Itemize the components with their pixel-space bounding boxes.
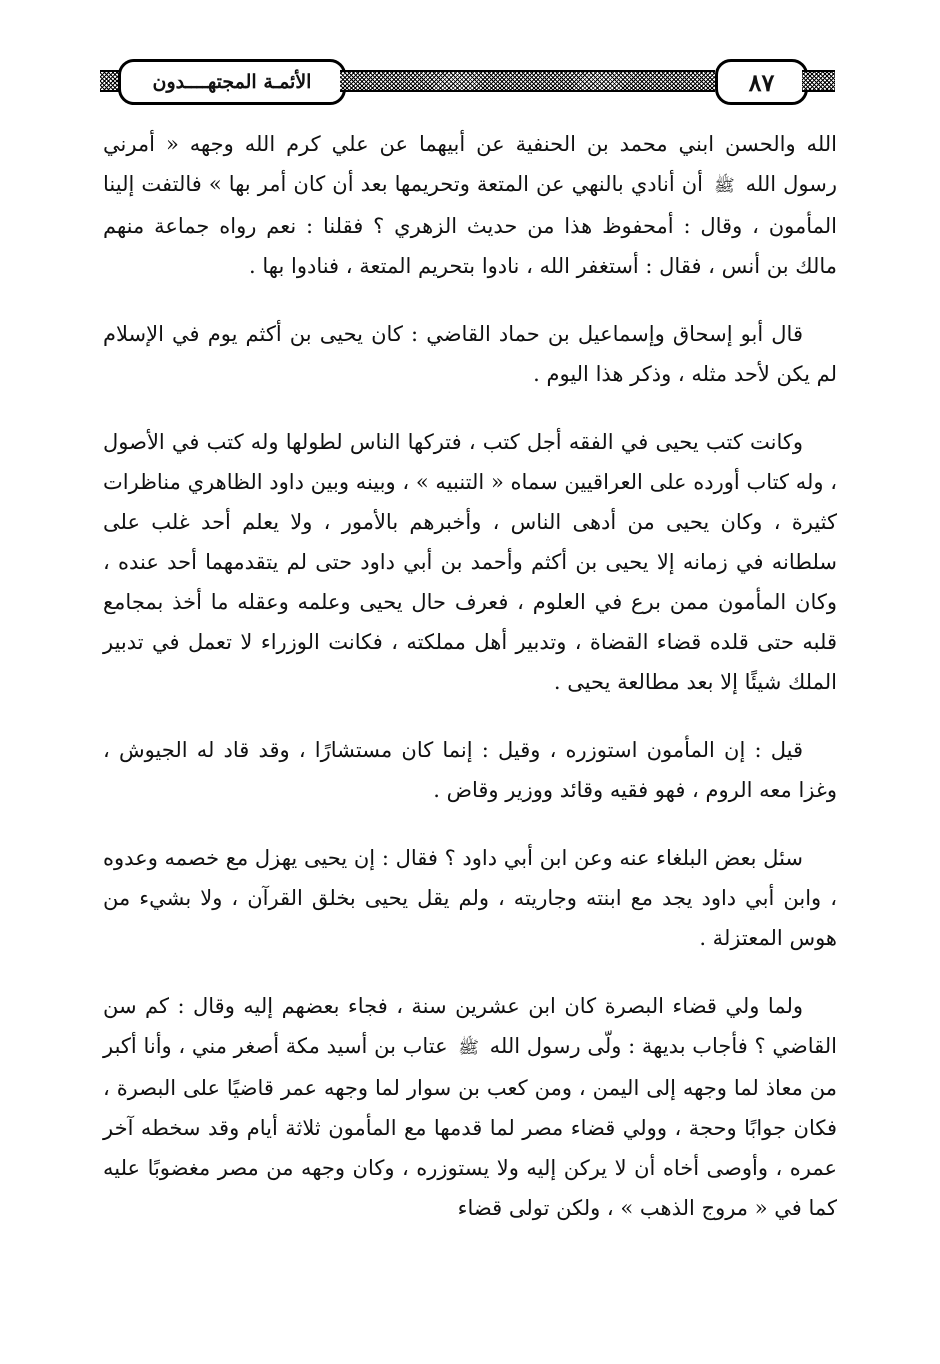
running-header [100,52,835,108]
paragraph: سئل بعض البلغاء عنه وعن ابن أبي داود ؟ فقال : إن يحيى يهزل مع خصمه وعدوه ، وابن أبي داود يجد مع ابنته وجاريته ، ولم يقل يحيى بخلق القرآن ، ولا بشيء من هوس المعتزلة . [103,846,837,950]
header-ornament-right [802,70,835,92]
paragraph: قال أبو إسحاق وإسماعيل بن حماد القاضي : كان يحيى بن أكثم يوم في الإسلام لم يكن لأحد مثله ، وذكر هذا اليوم . [103,322,837,386]
paragraph: قيل : إن المأمون استوزره ، وقيل : إنما كان مستشارًا ، وقد قاد له الجيوش ، وغزا معه الروم ، فهو فقيه وقائد ووزير وقاض . [103,738,837,802]
paragraph: وكانت كتب يحيى في الفقه أجل كتب ، فتركها الناس لطولها وله كتب في الأصول ، وله كتاب أورده على العراقيين سماه « التنبيه » ، وبينه وبين داود الظاهري مناظرات كثيرة ، وكان يحيى من أدهى الناس ، وأخبرهم بالأمور ، ولا يعلم أحد غلب على سلطانه في زمانه إلا يحيى بن أكثم وأحمد بن أبي داود حتى لم يتقدمهما أحد عنده ، وكان المأمون ممن برع في العلوم ، فعرف حال يحيى وعلمه وعقله ما أخذ بمجامع قلبه حتى قلده قضاء القضاة ، وتدبير أهل مملكته ، فكانت الوزراء لا تعمل في تدبير الملك شيئًا إلا بعد مطالعة يحيى . [103,430,837,694]
body-text [103,124,837,1228]
paragraph: الله والحسن ابني محمد بن الحنفية عن أبيهما عن علي كرم الله وجهه « أمرني رسول الله ﷺ أن أنادي بالنهي عن المتعة وتحريمها بعد أن كان أمر بها » فالتفت إلينا المأمون ، وقال : أمحفوظ هذا من حديث الزهري ؟ فقلنا : نعم رواه جماعة منهم مالك بن أنس ، فقال : أستغفر الله ، نادوا بتحريم المتعة ، فنادوا بها . [103,132,838,278]
paragraph: ولما ولي قضاء البصرة كان ابن عشرين سنة ، فجاء بعضهم إليه وقال : كم سن القاضي ؟ فأجاب بديهة : ولّى رسول الله ﷺ عتاب بن أسيد مكة أصغر مني ، وأنا أكبر من معاذ لما وجهه إلى اليمن ، ومن كعب بن سوار لما وجهه عمر قاضيًا على البصرة ، فكان جوابًا وحجة ، وولي قضاء مصر لما قدمها مع المأمون ثلاثة أيام وقد سخطه آخر عمره ، وأوصى أخاه أن لا يركن إليه ولا يستوزره ، وكان وجهه من مصر مغضوبًا عليه كما في « مروج الذهب » ، ولكن تولى قضاء [103,994,837,1220]
salla-honorific-mark: ﷺ [458,1038,479,1058]
page-number: ٨٧ [748,67,775,97]
header-ornament-middle [340,70,715,92]
running-title-frame [118,59,346,105]
page-number-frame [715,59,808,105]
running-title: الأئمـة المجتهــــدون [152,71,312,93]
salla-honorific-mark: ﷺ [714,176,735,196]
